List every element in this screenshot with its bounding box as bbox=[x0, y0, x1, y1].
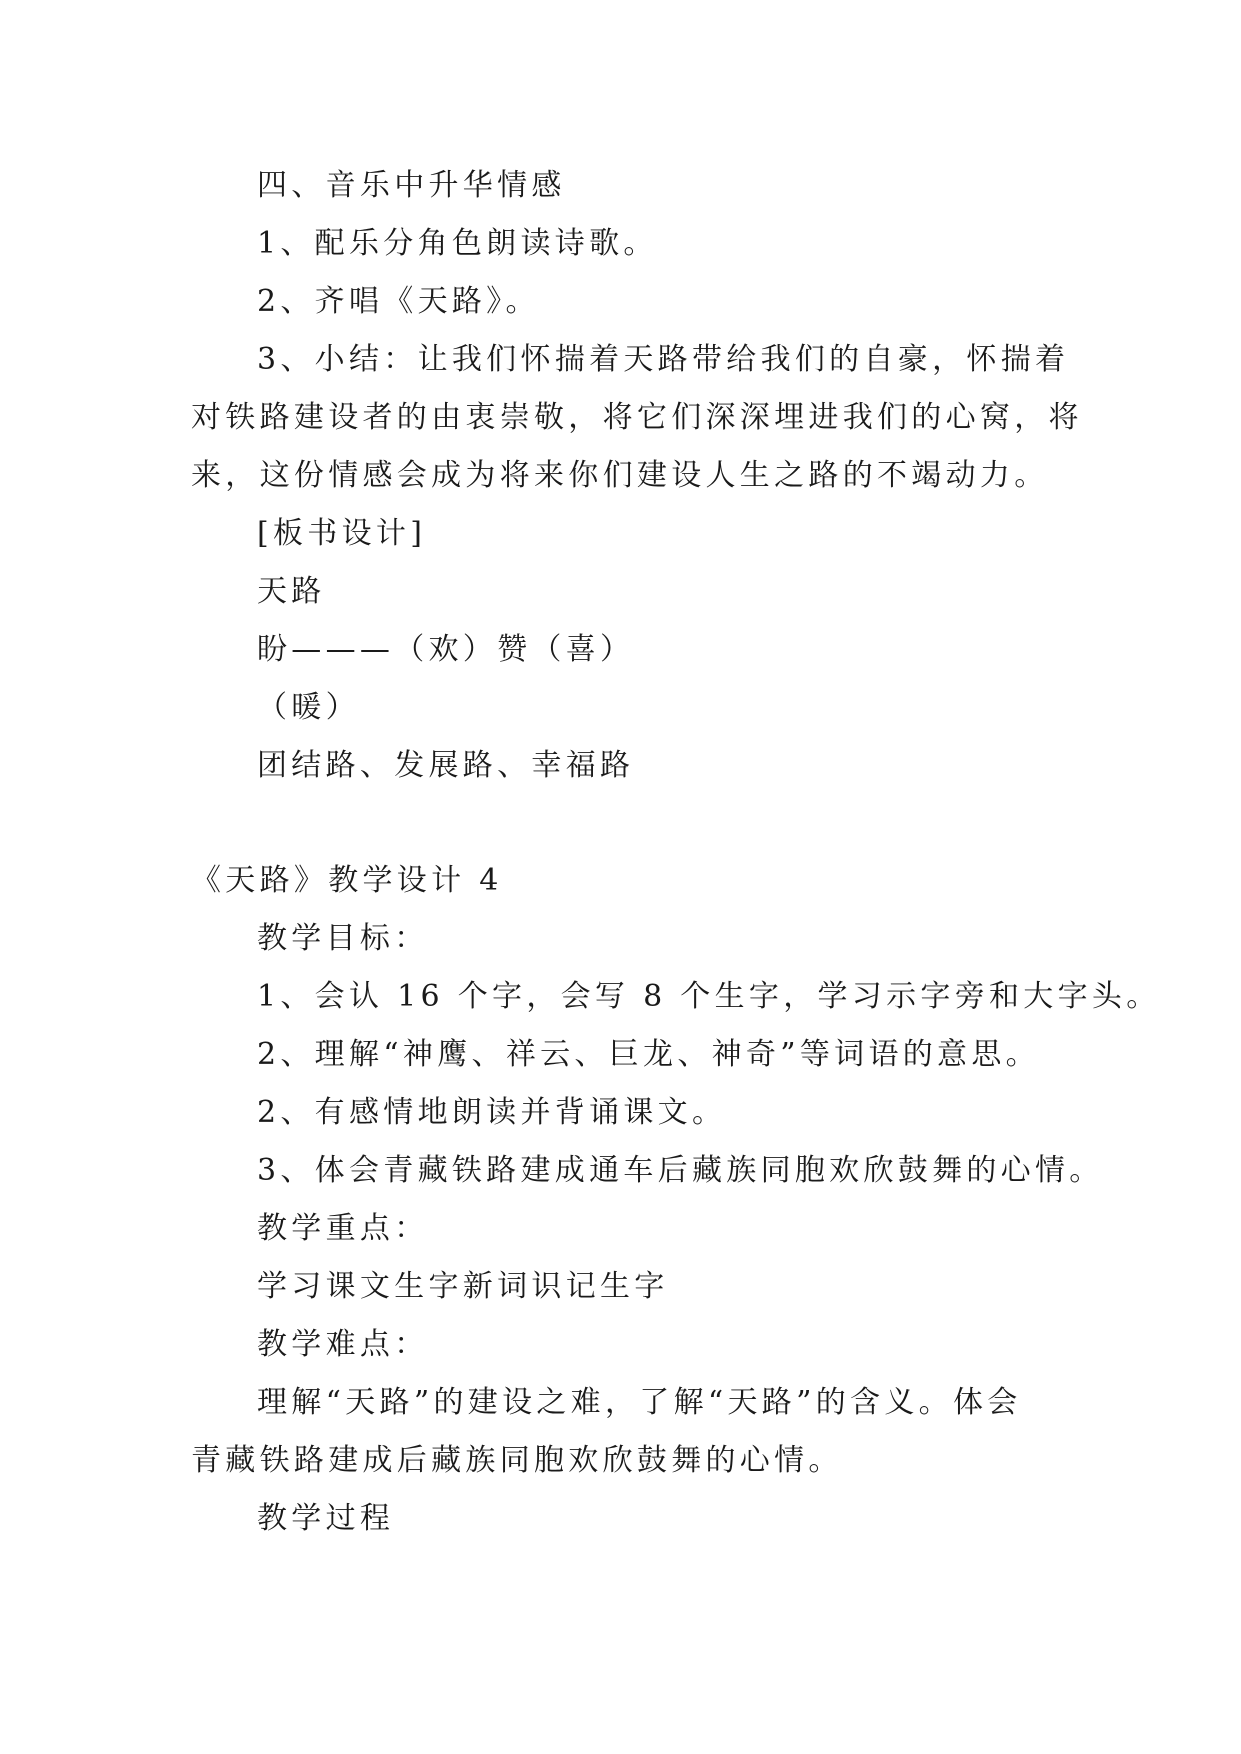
list-item: 2、齐唱《天路》。 bbox=[257, 284, 540, 319]
paragraph-line: 学习课文生字新词识记生字 bbox=[257, 1269, 669, 1304]
board-line: 盼———（欢）赞（喜） bbox=[257, 632, 635, 667]
list-item: 1、会认 16 个字，会写 8 个生字，学习示字旁和大字头。 bbox=[257, 979, 1161, 1014]
section-heading-music: 四、音乐中升华情感 bbox=[257, 168, 566, 203]
section-title: 《天路》教学设计 4 bbox=[191, 863, 503, 898]
subheading-key-points: 教学重点： bbox=[257, 1211, 429, 1246]
paragraph-line: 对铁路建设者的由衷崇敬，将它们深深埋进我们的心窝，将 bbox=[191, 400, 1083, 435]
subheading-process: 教学过程 bbox=[257, 1501, 395, 1536]
board-line: （暖） bbox=[257, 690, 360, 725]
subheading-objectives: 教学目标： bbox=[257, 921, 429, 956]
board-design-heading: [板书设计] bbox=[257, 516, 427, 551]
paragraph-line: 青藏铁路建成后藏族同胞欢欣鼓舞的心情。 bbox=[191, 1443, 843, 1478]
subheading-difficulties: 教学难点： bbox=[257, 1327, 429, 1362]
list-item: 1、配乐分角色朗读诗歌。 bbox=[257, 226, 658, 261]
paragraph-line: 3、小结：让我们怀揣着天路带给我们的自豪，怀揣着 bbox=[257, 342, 1070, 377]
list-item: 2、理解“神鹰、祥云、巨龙、神奇”等词语的意思。 bbox=[257, 1037, 1040, 1072]
list-item: 2、有感情地朗读并背诵课文。 bbox=[257, 1095, 727, 1130]
paragraph-line: 来，这份情感会成为将来你们建设人生之路的不竭动力。 bbox=[191, 458, 1049, 493]
board-line: 天路 bbox=[257, 574, 326, 609]
paragraph-line: 理解“天路”的建设之难，了解“天路”的含义。体会 bbox=[257, 1385, 1022, 1420]
board-line: 团结路、发展路、幸福路 bbox=[257, 748, 635, 783]
list-item: 3、体会青藏铁路建成通车后藏族同胞欢欣鼓舞的心情。 bbox=[257, 1153, 1104, 1188]
